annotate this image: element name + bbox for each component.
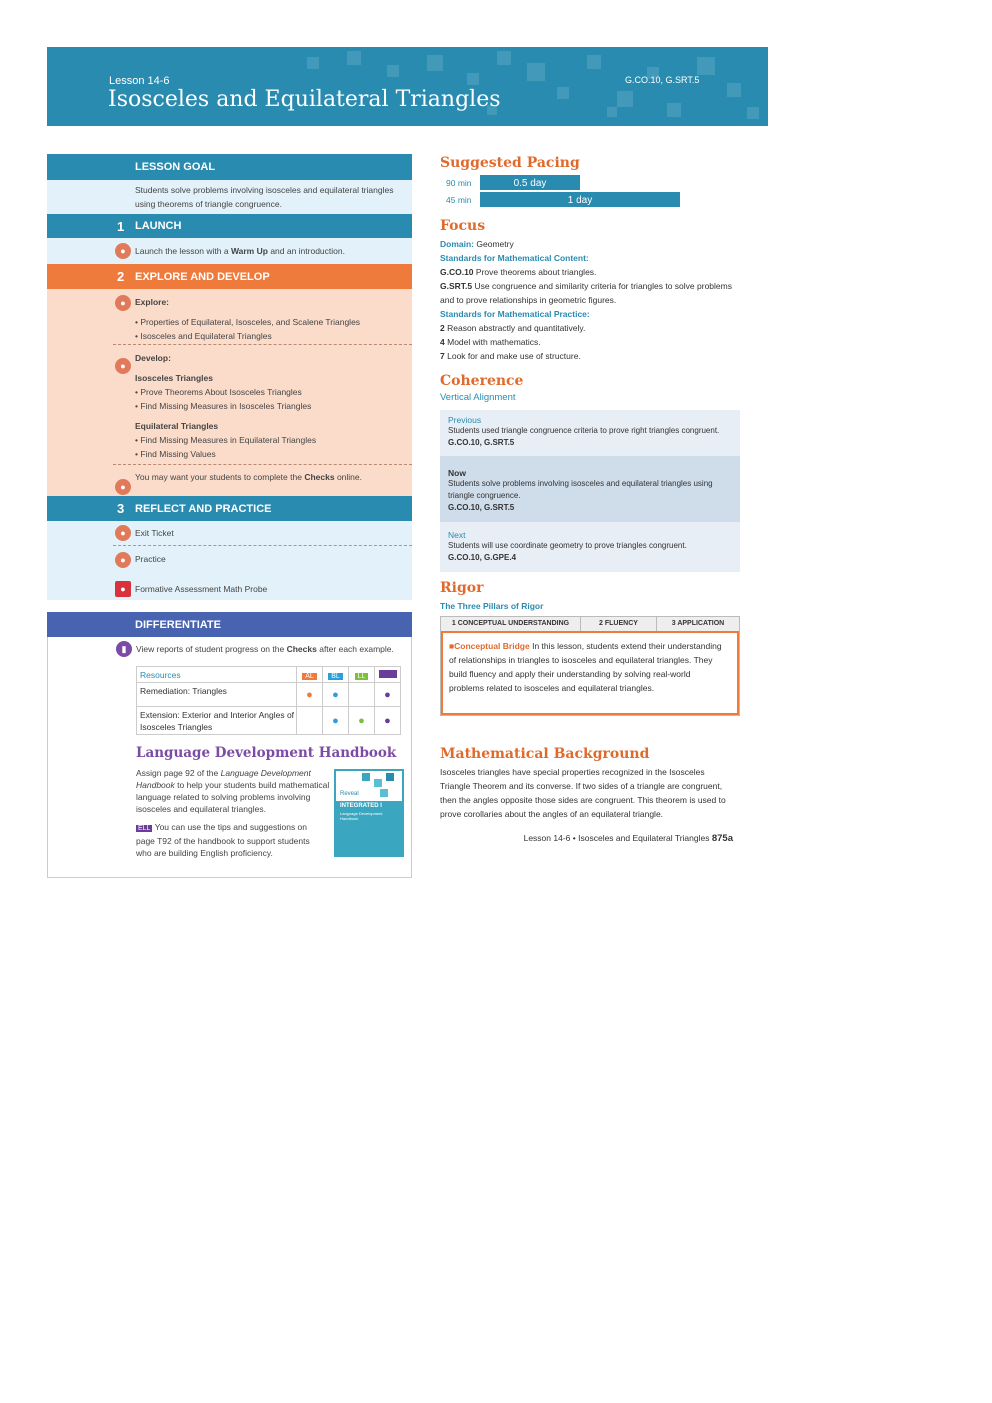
reflect-number: 3 xyxy=(117,501,125,516)
practice-text: Look for and make use of structure. xyxy=(447,351,581,361)
student-icon: ● xyxy=(115,479,131,495)
previous-standards: G.CO.10, G.SRT.5 xyxy=(448,438,515,447)
launch-body xyxy=(47,238,412,264)
math-background-text: Isosceles triangles have special properties recognized in the Isosceles Triangle Theorem and its converse. If two sides of a triangle are congruent, then the angles opposite those sides are congruent. This theorem is used to prove corollaries about the angles of an equilateral triangle. xyxy=(440,767,726,819)
standard-code: G.SRT.5 xyxy=(440,281,473,291)
now-standards: G.CO.10, G.SRT.5 xyxy=(448,503,515,512)
table-row xyxy=(137,683,401,707)
group-icon: ● xyxy=(115,295,131,311)
reflect-header xyxy=(47,496,412,521)
footer-page-number: 875a xyxy=(711,833,733,844)
ldh-text-1b: to help your students build mathematical language related to solving problems involving isosceles and equilateral triangles. xyxy=(136,780,330,814)
ldh-heading: Language Development Handbook xyxy=(136,745,397,761)
practice-number: 7 xyxy=(440,351,445,361)
lesson-goal-text-1: Students solve problems involving isosceles and equilateral triangles xyxy=(135,185,394,195)
tab-application: 3 APPLICATION xyxy=(671,620,725,627)
resources-table xyxy=(136,666,401,735)
previous-block xyxy=(440,410,740,456)
reflect-heading: REFLECT AND PRACTICE xyxy=(135,502,272,515)
pacing-label: 90 min xyxy=(446,178,472,188)
tab-fluency: 2 FLUENCY xyxy=(581,617,657,631)
next-standards: G.CO.10, G.GPE.4 xyxy=(448,553,517,562)
tab-conceptual: 1 CONCEPTUAL UNDERSTANDING xyxy=(441,617,581,631)
standard-text: Use congruence and similarity criteria for triangles to solve problems and to prove relationships in geometric figures. xyxy=(440,281,732,305)
rigor-subheading: The Three Pillars of Rigor xyxy=(440,601,544,611)
domain-value: Geometry xyxy=(476,239,514,249)
lesson-goal-header xyxy=(47,154,412,180)
explore-header xyxy=(47,264,412,289)
group-icon: ● xyxy=(115,358,131,374)
practice-standards-label: Standards for Mathematical Practice: xyxy=(440,309,590,319)
content-standards-label: Standards for Mathematical Content: xyxy=(440,253,589,263)
differentiate-heading: DIFFERENTIATE xyxy=(135,618,221,631)
launch-warm-up: Warm Up xyxy=(230,246,268,256)
explore-number: 2 xyxy=(117,269,125,284)
ldh-text-1a: Assign page 92 of the xyxy=(136,768,219,778)
equilateral-item-1: • Find Missing Measures in Equilateral Triangles xyxy=(135,435,317,445)
bl-badge: BL xyxy=(328,673,343,680)
differentiate-header xyxy=(47,612,412,637)
lesson-goal-body xyxy=(47,180,412,214)
pacing-value: 0.5 day xyxy=(513,178,547,189)
isosceles-item-1: • Prove Theorems About Isosceles Triangles xyxy=(135,387,302,397)
launch-number: 1 xyxy=(117,218,125,234)
standard-text: Prove theorems about triangles. xyxy=(475,267,597,277)
handbook-cover xyxy=(334,769,404,857)
book-brand: Reveal xyxy=(340,791,359,797)
lesson-number: Lesson 14-6 xyxy=(109,75,170,87)
alignment-box xyxy=(440,410,740,572)
reflect-item-probe: Formative Assessment Math Probe xyxy=(135,584,268,594)
bridge-icon: ■ xyxy=(449,641,455,651)
ldh-text-2-body: You can use the tips and suggestions on page T92 of the handbook to support students who are building English proficiency. xyxy=(136,822,310,858)
reflect-item-exit-ticket: Exit Ticket xyxy=(135,528,174,538)
checks-text-pre: You may want your students to complete the xyxy=(135,472,302,482)
chart-icon: ▮ xyxy=(116,641,132,657)
explore-body xyxy=(47,289,412,496)
launch-heading: LAUNCH xyxy=(135,220,182,232)
bl-dot: ● xyxy=(323,707,349,735)
practice-text: Model with mathematics. xyxy=(447,337,541,347)
next-text: Students will use coordinate geometry to prove triangles congruent. xyxy=(448,541,687,550)
explore-item-2: • Isosceles and Equilateral Triangles xyxy=(135,331,272,341)
pacing-label: 45 min xyxy=(446,195,472,205)
practice-text: Reason abstractly and quantitatively. xyxy=(447,323,586,333)
previous-label: Previous xyxy=(448,415,482,425)
group-icon: ● xyxy=(115,243,131,259)
ldh-text-1-book: Language Development Handbook xyxy=(136,768,311,790)
group-icon: ● xyxy=(115,525,131,541)
coherence-heading: Coherence xyxy=(440,373,524,389)
launch-text-pre: Launch the lesson with a xyxy=(135,246,229,256)
rigor-heading: Rigor xyxy=(440,580,484,596)
next-block xyxy=(440,522,740,572)
lesson-goal-text-2: using theorems of triangle congruence. xyxy=(135,199,282,209)
lesson-title: Isosceles and Equilateral Triangles xyxy=(108,87,501,112)
ldh-text-2 xyxy=(136,821,316,859)
domain-label: Domain: xyxy=(440,239,474,249)
row-label: Extension: Exterior and Interior Angles of Isosceles Triangles xyxy=(137,707,297,735)
reflect-item-practice: Practice xyxy=(135,554,166,564)
reflect-body xyxy=(47,521,412,600)
launch-text-post: and an introduction. xyxy=(270,246,345,256)
pacing-value: 1 day xyxy=(567,195,593,206)
lesson-banner xyxy=(47,47,768,126)
ell-dot: ● xyxy=(375,707,401,735)
differentiate-text-pre: View reports of student progress on the xyxy=(136,644,285,654)
ll-dot: ● xyxy=(349,707,375,735)
lesson-plan-panel xyxy=(47,154,412,878)
footer-lesson: Lesson 14-6 xyxy=(523,833,571,843)
bridge-text: In this lesson, students extend their understanding of relationships in triangles to isosceles and equilateral triangles. They build fluency and apply their understanding by solving real-world problems related to isosceles and equilateral triangles. xyxy=(449,641,722,693)
differentiate-body xyxy=(47,637,412,878)
practice-icon: ● xyxy=(115,552,131,568)
probe-icon: ● xyxy=(115,581,131,597)
bridge-label: Conceptual Bridge xyxy=(454,641,530,651)
explore-heading: EXPLORE AND DEVELOP xyxy=(135,270,270,283)
practice-number: 2 xyxy=(440,323,445,333)
now-label: Now xyxy=(448,468,466,478)
equilateral-item-2: • Find Missing Values xyxy=(135,449,216,459)
isosceles-heading: Isosceles Triangles xyxy=(135,373,213,383)
footer-title: Isosceles and Equilateral Triangles xyxy=(578,833,710,843)
checks-text-post: online. xyxy=(336,472,363,482)
launch-header xyxy=(47,214,412,238)
footer-separator: • xyxy=(572,833,576,843)
lesson-goal-heading: LESSON GOAL xyxy=(135,161,216,173)
practice-number: 4 xyxy=(440,337,445,347)
rigor-content xyxy=(441,631,739,715)
differentiate-checks: Checks xyxy=(286,644,317,654)
ell-tag: ELL xyxy=(138,825,151,832)
next-label: Next xyxy=(448,530,466,540)
focus-heading: Focus xyxy=(440,218,486,234)
now-block xyxy=(440,456,740,522)
book-subtitle: Language Development Handbook xyxy=(340,811,383,821)
standard-code: G.CO.10 xyxy=(440,267,474,277)
rigor-box xyxy=(440,616,740,716)
now-text: Students solve problems involving isosceles and equilateral triangles using triangle congruence. xyxy=(448,479,713,500)
ll-badge: LL xyxy=(355,673,369,680)
ell-badge xyxy=(379,670,397,678)
table-row xyxy=(137,707,401,735)
isosceles-item-2: • Find Missing Measures in Isosceles Triangles xyxy=(135,401,312,411)
checks-bold: Checks xyxy=(304,472,335,482)
pacing-heading: Suggested Pacing xyxy=(440,155,580,171)
al-badge: AL xyxy=(302,673,317,680)
book-title: INTEGRATED I xyxy=(340,803,382,809)
overview-panel xyxy=(440,155,740,844)
explore-label: Explore: xyxy=(135,297,170,307)
explore-item-1: • Properties of Equilateral, Isosceles, and Scalene Triangles xyxy=(135,317,361,327)
page-footer xyxy=(440,833,740,844)
resources-header: Resources xyxy=(137,667,297,683)
develop-label: Develop: xyxy=(135,353,171,363)
lesson-standards: G.CO.10, G.SRT.5 xyxy=(625,75,700,85)
equilateral-heading: Equilateral Triangles xyxy=(135,421,219,431)
differentiate-text-post: after each example. xyxy=(319,644,394,654)
math-background-heading: Mathematical Background xyxy=(440,746,650,762)
previous-text: Students used triangle congruence criteria to prove right triangles congruent. xyxy=(448,426,720,435)
row-label: Remediation: Triangles xyxy=(137,683,297,707)
al-dot: ● xyxy=(297,683,323,707)
rigor-tabs xyxy=(441,617,739,631)
pacing-chart xyxy=(440,175,740,213)
ell-dot: ● xyxy=(375,683,401,707)
ldh-text-1 xyxy=(136,767,332,815)
vertical-alignment-label: Vertical Alignment xyxy=(440,392,516,403)
bl-dot: ● xyxy=(323,683,349,707)
